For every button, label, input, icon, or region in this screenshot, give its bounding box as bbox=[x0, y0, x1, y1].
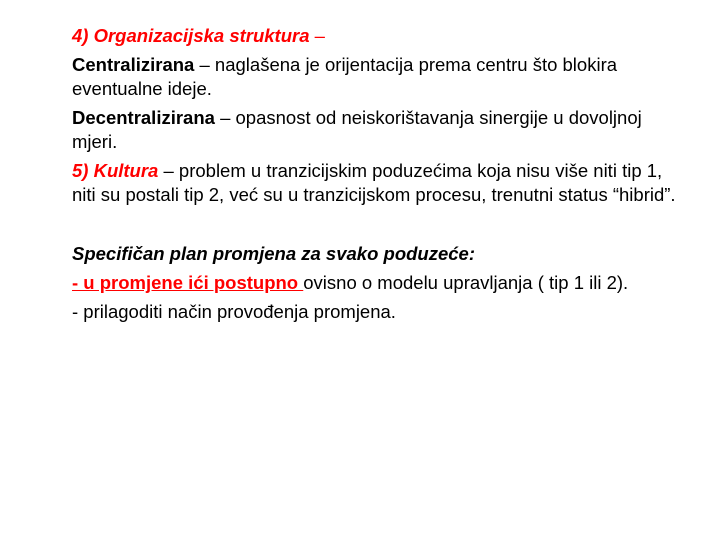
culture-heading: 5) Kultura bbox=[72, 160, 159, 181]
org-structure-heading: 4) Organizacijska struktura bbox=[72, 25, 310, 46]
centralized-paragraph bbox=[72, 53, 687, 101]
change-plan-heading-line bbox=[72, 242, 687, 266]
change-plan-item-1 bbox=[72, 271, 687, 295]
centralized-term: Centralizirana bbox=[72, 54, 195, 75]
centralized-text: – naglašena je orijentacija prema centru što blokira eventualne ideje. bbox=[72, 54, 618, 99]
section-spacer bbox=[72, 212, 687, 242]
change-plan-item-2-text: - prilagoditi način provođenja promjena. bbox=[72, 301, 396, 322]
change-plan-heading: Specifičan plan promjena za svako poduzeće: bbox=[72, 243, 476, 264]
slide-content bbox=[72, 24, 687, 329]
decentralized-text: – opasnost od neiskorištavanja sinergije u dovoljnoj mjeri. bbox=[72, 107, 642, 152]
decentralized-paragraph bbox=[72, 106, 687, 154]
culture-paragraph bbox=[72, 159, 687, 207]
change-plan-item-1-emphasis: - u promjene ići postupno bbox=[72, 272, 304, 293]
change-plan-item-1-text: ovisno o modelu upravljanja ( tip 1 ili 2). bbox=[303, 272, 629, 293]
org-structure-heading-line bbox=[72, 24, 687, 48]
culture-text: – problem u tranzicijskim poduzećima koja nisu više niti tip 1, niti su postali tip 2, već su u tranzicijskom procesu, trenutni status “hibrid”. bbox=[72, 160, 676, 205]
org-structure-dash: – bbox=[309, 25, 325, 46]
decentralized-term: Decentralizirana bbox=[72, 107, 215, 128]
change-plan-item-2 bbox=[72, 300, 687, 324]
